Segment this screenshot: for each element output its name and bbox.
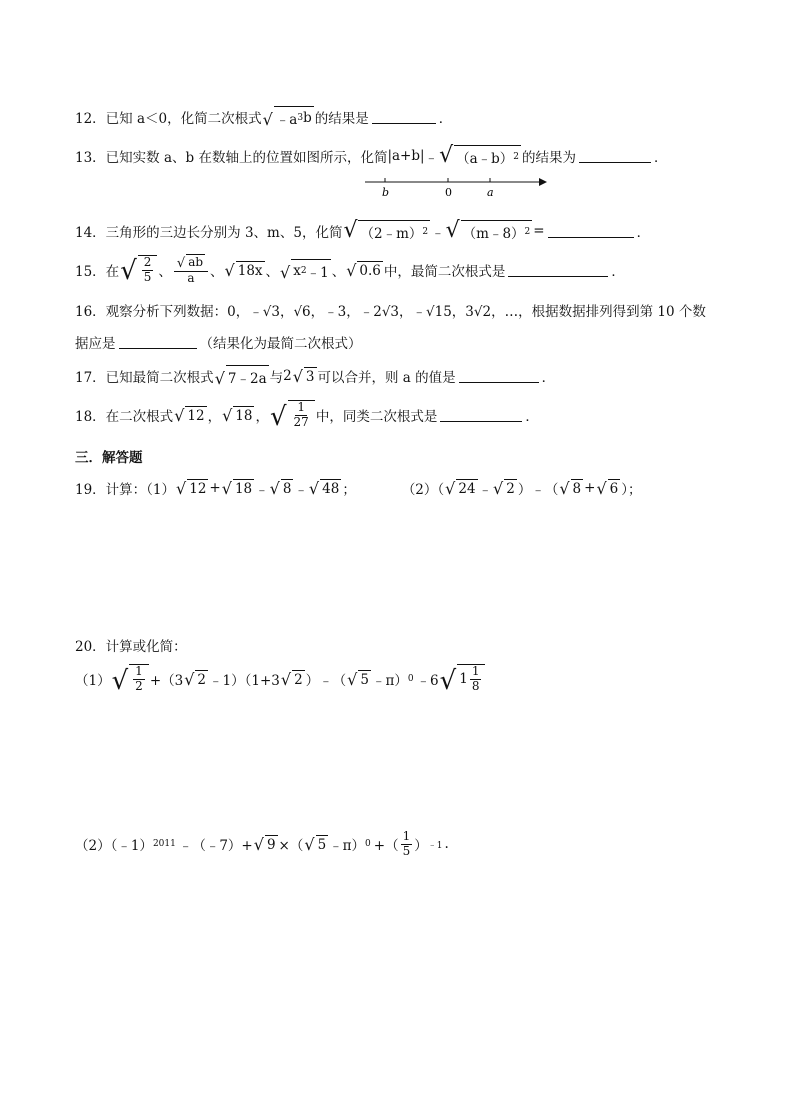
question-13: 13．已知实数 a、b 在数轴上的位置如图所示，化简 |a+b| ﹣ √ （a﹣b） 2 的结果为 ． — [75, 143, 668, 168]
radical: √ （2﹣m） 2 — [343, 218, 429, 243]
radical: √ 7﹣2a — [215, 365, 269, 387]
radical: √ 5 — [304, 835, 327, 855]
label-zero: 0 — [445, 186, 452, 198]
fraction: √ ab a — [174, 254, 208, 285]
radical: √ （a﹣b） 2 — [439, 143, 520, 168]
question-18: 18．在二次根式 √ 12 ， √ 18 ， √ $\frac{1}{27}$ 中，同类二次根式是 ． — [75, 400, 539, 432]
answer-blank[interactable] — [119, 347, 197, 349]
arrow-icon — [539, 178, 547, 186]
answer-blank[interactable] — [548, 236, 634, 238]
question-16-cont: 据应是 （结果化为最简二次根式） — [75, 336, 362, 352]
answer-blank[interactable] — [508, 275, 608, 277]
number-line — [365, 176, 547, 198]
question-19: 19．计算：（1） √ 12 + √ 18 ﹣ √ 8 ﹣ √ 48 ； （2）（ √ 24 ﹣ √ 2 ）﹣（ √ 8 + √ 6 ）； — [75, 479, 642, 498]
radical: √ 18 — [222, 405, 253, 425]
radical: √ 1 $\frac{1}{8}$ — [440, 664, 486, 694]
answer-blank[interactable] — [440, 420, 522, 422]
section-heading: 三．解答题 — [75, 450, 143, 466]
question-17: 17．已知最简二次根式 √ 7﹣2a 与 2 √ 3 可以合并，则 a 的值是 ． — [75, 367, 556, 388]
question-14: 14．三角形的三边长分别为 3、m、5，化简 √ （2﹣m） 2 ﹣ √ （m﹣8） 2 = ． — [75, 218, 651, 243]
radical: √ 2 — [280, 669, 303, 689]
question-20-part1: （1） √ $\frac{1}{2}$ +（3 √ 2 ﹣1）（1+3 √ 2 ）﹣（ √ 5 ﹣π） 0 ﹣6 √ 1 $\frac{1}{8}$ — [75, 664, 486, 694]
radical: √ 18x — [224, 260, 263, 280]
question-12: 12．已知 a＜0，化简二次根式 √ ﹣a 3 b 的结果是 ． — [75, 106, 452, 128]
radical: √ 2 — [184, 669, 207, 689]
radical: √ 18 — [221, 479, 253, 498]
question-15: 15．在 √ $\frac{2}{5}$ 、 √ ab a 、 √ 18x 、 √ x 2 ﹣1 、 √ 0.6 中，最简二次根式是 ． — [75, 254, 625, 287]
radical: √ ﹣a 3 b — [263, 106, 314, 128]
question-20-part2: （2）（﹣1） 2011 ﹣（﹣7）+ √ 9 ×（ √ 5 ﹣π） 0 +（ $\frac{1}{5}$ ） ﹣1 . — [75, 829, 449, 858]
radical: √ x 2 ﹣1 — [280, 259, 331, 281]
radical: √ $\frac{1}{27}$ — [270, 400, 315, 430]
radical: √ 12 — [174, 405, 205, 425]
label-b: b — [382, 186, 390, 198]
q13-text: 13．已知实数 a、b 在数轴上的位置如图所示，化简 — [75, 150, 388, 166]
question-16: 16．观察分析下列数据：0，﹣√3，√6，﹣3，﹣2√3，﹣√15，3√2，…，根据数据排列得到第 10 个数 — [75, 304, 706, 320]
radical: √ 2 — [493, 479, 515, 498]
radical: √ 0.6 — [346, 260, 381, 280]
radical: √ 12 — [176, 479, 207, 498]
radical: √ （m﹣8） 2 — [445, 218, 531, 243]
question-20-title: 20．计算或化简： — [75, 639, 187, 655]
fraction: $\frac{1}{5}$ — [402, 829, 411, 858]
radical: √ 9 — [253, 835, 276, 855]
radical: √ 24 — [445, 479, 476, 498]
radical: √ 48 — [308, 479, 340, 498]
radical: √ 5 — [347, 669, 369, 689]
q12-text: 12．已知 a＜0，化简二次根式 — [75, 111, 262, 127]
radical: √ 8 — [269, 479, 292, 498]
answer-blank[interactable] — [459, 381, 539, 383]
radical: √ 6 — [596, 479, 619, 498]
answer-blank[interactable] — [579, 161, 651, 163]
radical: √ 3 — [292, 367, 315, 386]
label-a: a — [487, 186, 494, 198]
radical: √ $\frac{2}{5}$ — [120, 255, 157, 285]
answer-blank[interactable] — [372, 122, 436, 124]
radical: √ $\frac{1}{2}$ — [112, 664, 149, 694]
radical: √ 8 — [559, 479, 582, 498]
q14-text: 14．三角形的三边长分别为 3、m、5，化简 — [75, 225, 343, 241]
